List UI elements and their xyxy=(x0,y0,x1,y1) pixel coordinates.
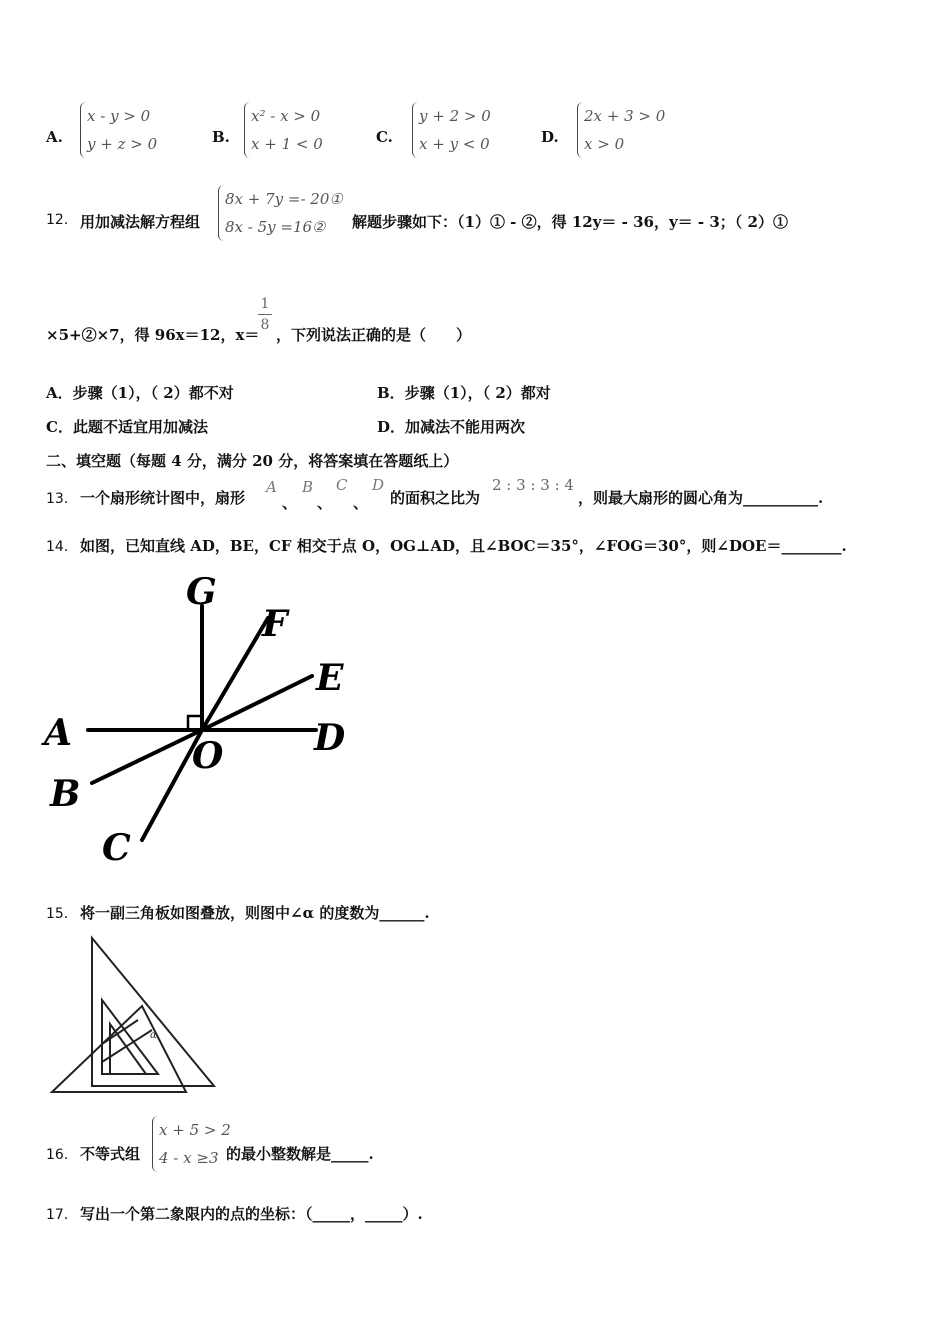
triangle-back xyxy=(52,1006,186,1092)
q14-number: 14． xyxy=(46,539,78,555)
q11-option-c-label: C. xyxy=(376,128,393,146)
q12-option-d: D．加减法不能用两次 xyxy=(377,418,526,436)
q13-number: 13． xyxy=(46,491,78,507)
q13-text-b: 的面积之比为 xyxy=(390,489,481,507)
q11-option-d-label: D. xyxy=(541,128,559,146)
q12-steps-line2b: ，下列说法正确的是（ ） xyxy=(276,326,472,344)
label-a: A xyxy=(44,712,72,754)
q11-option-a-system: x - y > 0 y + z > 0 xyxy=(80,102,157,158)
label-c: C xyxy=(102,827,131,868)
label-b: B xyxy=(50,773,81,815)
section-2-title: 二、填空题（每题 4 分，满分 20 分，将答案填在答题纸上） xyxy=(46,452,459,470)
q12-option-a: A．步骤（1），（ 2）都不对 xyxy=(46,384,234,402)
q13-sep-1: 、 xyxy=(282,494,298,512)
q11-option-c-system: y + 2 > 0 x + y < 0 xyxy=(412,102,491,158)
q13-sep-3: 、 xyxy=(353,494,369,512)
q12-steps-line2a: ×5+②×7，得 96x＝12，x＝ xyxy=(46,326,260,344)
q13-letter-a: A xyxy=(266,478,277,496)
q12-option-b: B．步骤（1），（ 2）都对 xyxy=(377,384,551,402)
q12-number: 12. xyxy=(46,212,69,228)
q14-figure xyxy=(40,568,380,868)
q11-option-a-label: A. xyxy=(46,128,63,146)
label-d: D xyxy=(314,717,346,759)
q12-intro: 用加减法解方程组 xyxy=(80,213,201,231)
q12-steps-line1: 解题步骤如下：（1）① - ②，得 12y＝ - 36，y＝ - 3；（ 2）① xyxy=(352,213,788,231)
q17-number: 17． xyxy=(46,1207,78,1223)
triangle-inner-2 xyxy=(110,1024,146,1074)
q13-text-a: 一个扇形统计图中，扇形 xyxy=(80,489,246,507)
label-g: G xyxy=(186,571,217,613)
q13-letter-b: B xyxy=(302,478,314,496)
q11-option-b-label: B. xyxy=(212,128,230,146)
q11-option-b-system: x² - x > 0 x + 1 < 0 xyxy=(244,102,323,158)
q16-number: 16． xyxy=(46,1147,78,1163)
q12-option-c: C．此题不适宜用加减法 xyxy=(46,418,208,436)
q12-system: 8x + 7y =- 20① 8x - 5y =16② xyxy=(218,185,343,241)
right-angle-mark xyxy=(188,716,202,730)
q13-text-c: ，则最大扇形的圆心角为__________. xyxy=(578,489,824,507)
q15-text: 将一副三角板如图叠放，则图中∠α 的度数为______. xyxy=(80,904,430,922)
q15-figure xyxy=(46,934,226,1094)
q16-text: 的最小整数解是_____. xyxy=(226,1145,374,1163)
q13-letter-c: C xyxy=(336,476,348,494)
q14-text: 如图，已知直线 AD，BE，CF 相交于点 O，OG⊥AD，且∠BOC＝35°，∠FOG＝30°，则∠DOE＝________. xyxy=(80,537,847,555)
q11-option-d-system: 2x + 3 > 0 x > 0 xyxy=(577,102,665,158)
q13-sep-2: 、 xyxy=(317,494,333,512)
alpha-label: α xyxy=(150,1030,157,1041)
q16-system: x + 5 > 2 4 - x ≥3 xyxy=(152,1116,231,1172)
label-e: E xyxy=(316,657,344,699)
q16-intro: 不等式组 xyxy=(80,1145,141,1163)
q12-fraction: 1 8 xyxy=(258,296,272,333)
q17-text: 写出一个第二象限内的点的坐标：（_____，_____）. xyxy=(80,1205,423,1223)
q15-number: 15． xyxy=(46,906,78,922)
label-o: O xyxy=(192,735,224,777)
q13-ratio: 2 : 3 : 3 : 4 xyxy=(492,476,574,494)
label-f: F xyxy=(262,603,288,645)
q13-letter-d: D xyxy=(372,476,385,494)
